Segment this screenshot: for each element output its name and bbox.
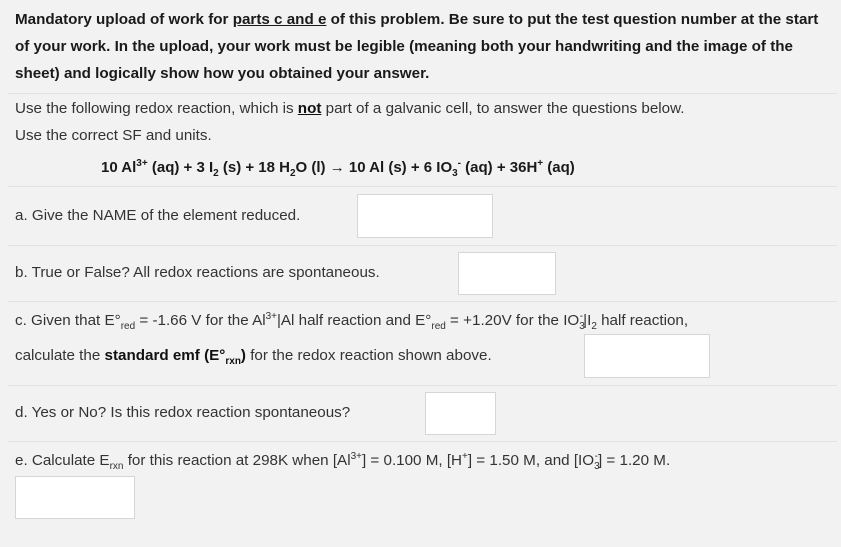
- question-a: a. Give the NAME of the element reduced.: [15, 207, 301, 224]
- upload-instructions: [15, 6, 835, 87]
- question-e: e. Calculate $E_{rxn}$ for this reaction at 298K when $[Al^{3+}] = 0.100$ M, [H+] = 1.50 M, and $[IO_3^-] = 1.20$ M.: [15, 451, 671, 472]
- divider: [8, 186, 837, 187]
- intro-text: Mandatory upload of work for: [15, 11, 233, 28]
- divider: [8, 93, 837, 94]
- intro-text-rest: of this problem. Be sure to put the test question number at the start of your work. In the upload, your work must be legible (meaning both your handwriting and the image of the sheet) and logically show how you obtained your answer.: [15, 11, 819, 82]
- divider: [8, 301, 837, 302]
- answer-b-input[interactable]: [458, 252, 556, 295]
- answer-c-input[interactable]: [584, 334, 710, 378]
- divider: [8, 245, 837, 246]
- answer-e-input[interactable]: [15, 476, 135, 519]
- reaction-instructions: [15, 95, 835, 149]
- question-c-line2: calculate the standard emf $(E^\circ_{rxn})$ for the redox reaction shown above.: [15, 347, 492, 367]
- redox-equation: 10 $Al^{3+}$ (aq) + 3 $I_2$ (s) + 18 $H_2O$ (l) → 10 Al (s) + 6 $IO_3^-$ (aq) + 36H+ (aq): [101, 158, 575, 179]
- question-b: b. True or False? All redox reactions are spontaneous.: [15, 264, 380, 281]
- emphasis-not: not: [297, 100, 322, 117]
- question-d: d. Yes or No? Is this redox reaction spontaneous?: [15, 404, 351, 421]
- intro-underlined-parts: parts c and e: [232, 11, 327, 28]
- question-c-line1: c. Given that $E^\circ_{red} = -1.66$ V for the $Al^{3+}|Al$ half reaction and $E^\circ_{red} = +1.20V$ for the $IO_3^-|I_2$ half reaction,: [15, 311, 689, 332]
- answer-a-input[interactable]: [357, 194, 493, 238]
- divider: [8, 441, 837, 442]
- sf-instruction: Use the correct SF and units.: [15, 127, 212, 144]
- instructions-text: Use the following redox reaction, which is: [15, 100, 298, 117]
- instructions-text-rest: part of a galvanic cell, to answer the questions below.: [321, 100, 685, 117]
- divider: [8, 385, 837, 386]
- answer-d-input[interactable]: [425, 392, 496, 435]
